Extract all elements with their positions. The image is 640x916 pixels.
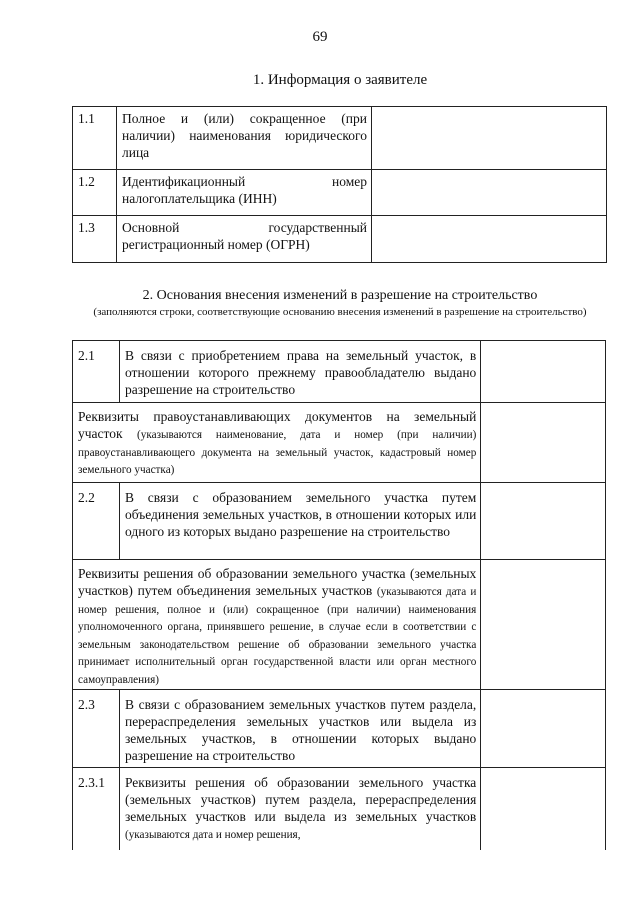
row-label-main: Реквизиты решения об образовании земельного участка (земельных участков) путем раздела, перераспределения земельных участков или выдела из земельных участков [124, 775, 477, 824]
row-number: 2.3 [73, 690, 120, 768]
table-row [73, 216, 607, 263]
row-label: В связи с образованием земельных участков путем раздела, перераспределения земельных участков или выдела из земельных участков, в отношении которых выдано разрешение на строительство [119, 690, 480, 768]
row-number: 2.1 [73, 341, 120, 403]
section-2-subtitle: (заполняются строки, соответствующие основанию внесения изменений в разрешение на строительство) [93, 306, 587, 318]
row-label-note: (указываются наименование, дата и номер (при наличии) правоустанавливающего документа на земельный участок, кадастровый номер земельного участка) [78, 429, 477, 476]
row-number: 1.3 [73, 216, 117, 263]
row-value[interactable] [481, 341, 606, 403]
page-number: 69 [312, 29, 328, 45]
row-value[interactable] [481, 483, 606, 560]
row-value[interactable] [481, 403, 606, 483]
row-value[interactable] [481, 768, 606, 850]
row-value[interactable] [481, 560, 606, 690]
table-row [73, 403, 606, 483]
row-label-main: Реквизиты правоустанавливающих документов на земельный участок [78, 409, 477, 441]
table-row [73, 341, 606, 403]
row-label [119, 768, 480, 850]
row-label-note: (указываются дата и номер решения, [124, 829, 301, 841]
table-row [73, 560, 606, 690]
row-value[interactable] [372, 107, 607, 170]
row-label: Полное и (или) сокращенное (при наличии) наименования юридического лица [117, 107, 372, 170]
table-row [73, 107, 607, 170]
row-label: Идентификационный номер налогоплательщика (ИНН) [117, 170, 372, 216]
section-1-title: 1. Информация о заявителе [252, 72, 428, 88]
applicant-info-table [72, 106, 607, 263]
table-row [73, 690, 606, 768]
row-label: В связи с образованием земельного участка путем объединения земельных участков, в отношении которых или одного из которых выдано разрешение на строительство [119, 483, 480, 560]
row-label-main: Реквизиты решения об образовании земельного участка (земельных участков) путем объединения земельных участков [78, 566, 477, 598]
row-number: 2.2 [73, 483, 120, 560]
table-row [73, 483, 606, 560]
row-label [73, 403, 481, 483]
row-value[interactable] [481, 690, 606, 768]
row-value[interactable] [372, 216, 607, 263]
row-number: 2.3.1 [73, 768, 120, 850]
row-value[interactable] [372, 170, 607, 216]
row-label [73, 560, 481, 690]
table-row [73, 768, 606, 850]
row-label-note: (указываются дата и номер решения, полное и (или) сокращенное (при наличии) наименования уполномоченного органа, принявшего решение, в случае если в соответствии с земельным законодательством решение об образовании земельного участка принимает исполнительный орган государственной власти или орган местного самоуправления) [78, 586, 477, 686]
change-grounds-table [72, 340, 606, 850]
row-label: В связи с приобретением права на земельный участок, в отношении которого прежнему правообладателю выдано разрешение на строительство [119, 341, 480, 403]
row-number: 1.2 [73, 170, 117, 216]
row-number: 1.1 [73, 107, 117, 170]
section-2-title: 2. Основания внесения изменений в разрешение на строительство [142, 288, 538, 303]
table-row [73, 170, 607, 216]
row-label: Основной государственный регистрационный номер (ОГРН) [117, 216, 372, 263]
